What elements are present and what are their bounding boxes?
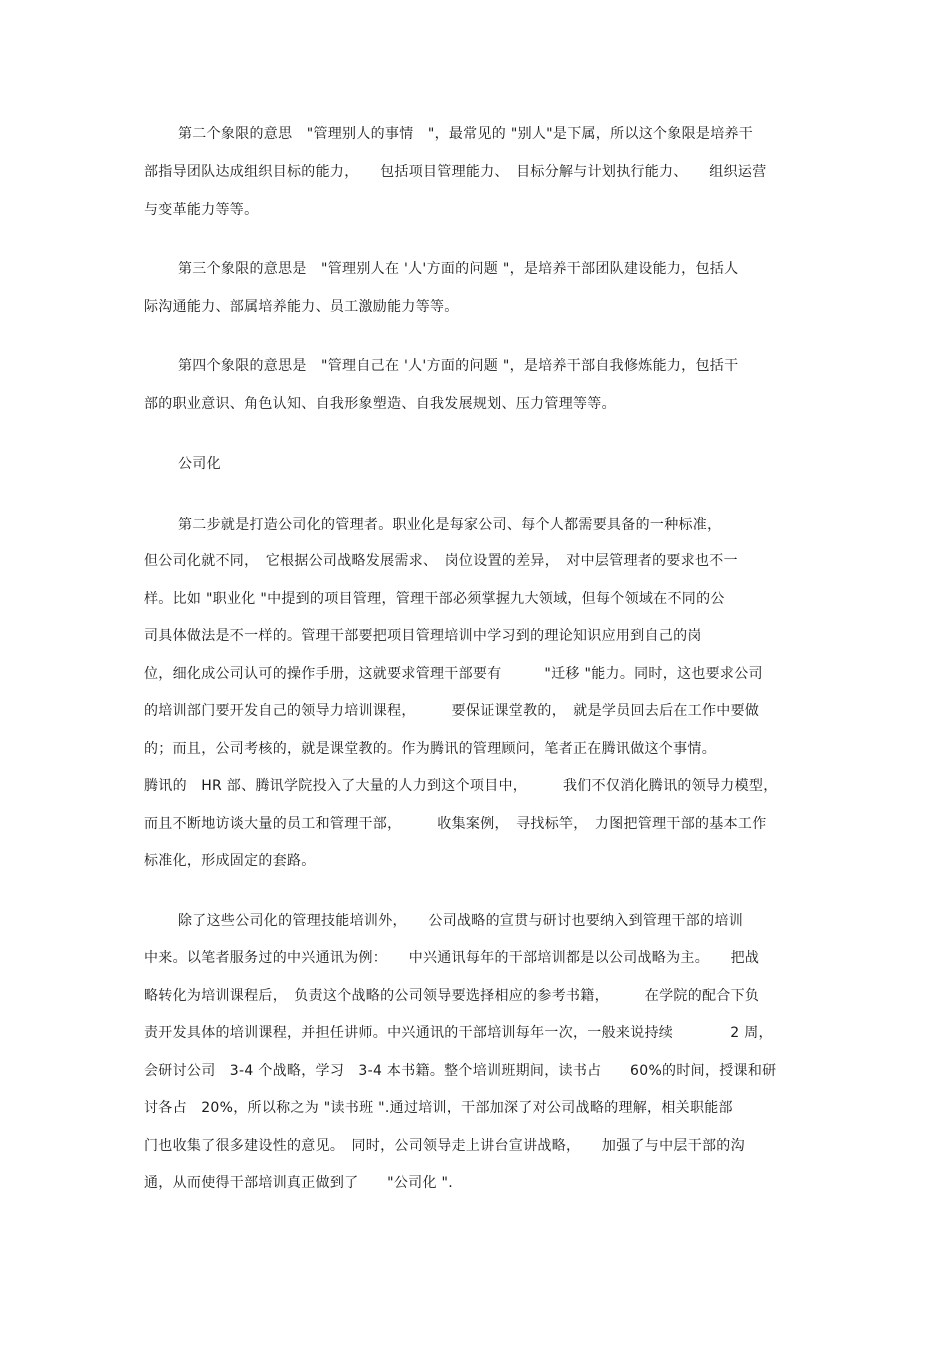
paragraph-5-line-6: 讨各占 20%，所以称之为 "读书班 ".通过培训，干部加深了对公司战略的理解，相关职能部 (144, 1100, 733, 1116)
paragraph-1-line-2: 部指导团队达成组织目标的能力， 包括项目管理能力、 目标分解与计划执行能力、 组织运营 (144, 164, 767, 180)
paragraph-4-line-3: 样。比如 "职业化 "中提到的项目管理，管理干部必须掌握九大领域，但每个领域在不同的公 (144, 591, 725, 607)
paragraph-4-line-5: 位，细化成公司认可的操作手册，这就要求管理干部要有 "迁移 "能力。同时，这也要求公司 (144, 666, 763, 682)
paragraph-4-line-9: 而且不断地访谈大量的员工和管理干部， 收集案例， 寻找标竿， 力图把管理干部的基本工作 (144, 816, 767, 832)
paragraph-3-line-1: 第四个象限的意思是 "管理自己在 '人'方面的问题 "，是培养干部自我修炼能力，包括干 (178, 358, 739, 374)
paragraph-5-line-7: 门也收集了很多建设性的意见。 同时，公司领导走上讲台宣讲战略， 加强了与中层干部的沟 (144, 1138, 745, 1154)
paragraph-2-line-2: 际沟通能力、部属培养能力、员工激励能力等等。 (144, 299, 459, 315)
paragraph-5-line-4: 责开发具体的培训课程，并担任讲师。中兴通讯的干部培训每年一次，一般来说持续 2 周， (144, 1025, 773, 1041)
paragraph-4-line-8: 腾讯的 HR 部、腾讯学院投入了大量的人力到这个项目中， 我们不仅消化腾讯的领导力模型， (144, 778, 778, 794)
paragraph-5-line-3: 略转化为培训课程后， 负责这个战略的公司领导要选择相应的参考书籍， 在学院的配合下负 (144, 988, 760, 1004)
paragraph-4-line-6: 的培训部门要开发自己的领导力培训课程， 要保证课堂教的， 就是学员回去后在工作中要做 (144, 703, 760, 719)
paragraph-4-line-1: 第二步就是打造公司化的管理者。职业化是每家公司、每个人都需要具备的一种标准， (178, 517, 722, 533)
paragraph-5-line-8: 通，从而使得干部培训真正做到了 "公司化 ". (144, 1175, 453, 1191)
paragraph-1-line-3: 与变革能力等等。 (144, 202, 259, 218)
section-heading: 公司化 (178, 456, 221, 472)
paragraph-4-line-7: 的；而且，公司考核的，就是课堂教的。作为腾讯的管理顾问，笔者正在腾讯做这个事情。 (144, 741, 716, 757)
paragraph-1-line-1: 第二个象限的意思 "管理别人的事情 "，最常见的 "别人"是下属，所以这个象限是培养干 (178, 126, 754, 142)
paragraph-5-line-2: 中来。以笔者服务过的中兴通讯为例： 中兴通讯每年的干部培训都是以公司战略为主。 把战 (144, 950, 760, 966)
paragraph-5-line-1: 除了这些公司化的管理技能培训外， 公司战略的宣贯与研讨也要纳入到管理干部的培训 (178, 913, 743, 929)
paragraph-4-line-10: 标准化，形成固定的套路。 (144, 853, 316, 869)
paragraph-2-line-1: 第三个象限的意思是 "管理别人在 '人'方面的问题 "，是培养干部团队建设能力，包括人 (178, 261, 739, 277)
paragraph-4-line-4: 司具体做法是不一样的。管理干部要把项目管理培训中学习到的理论知识应用到自己的岗 (144, 628, 702, 644)
paragraph-4-line-2: 但公司化就不同， 它根据公司战略发展需求、 岗位设置的差异， 对中层管理者的要求也不一 (144, 553, 738, 569)
paragraph-5-line-5: 会研讨公司 3-4 个战略，学习 3-4 本书籍。整个培训班期间，读书占 60%的时间，授课和研 (144, 1063, 777, 1079)
paragraph-3-line-2: 部的职业意识、角色认知、自我形象塑造、自我发展规划、压力管理等等。 (144, 396, 616, 412)
